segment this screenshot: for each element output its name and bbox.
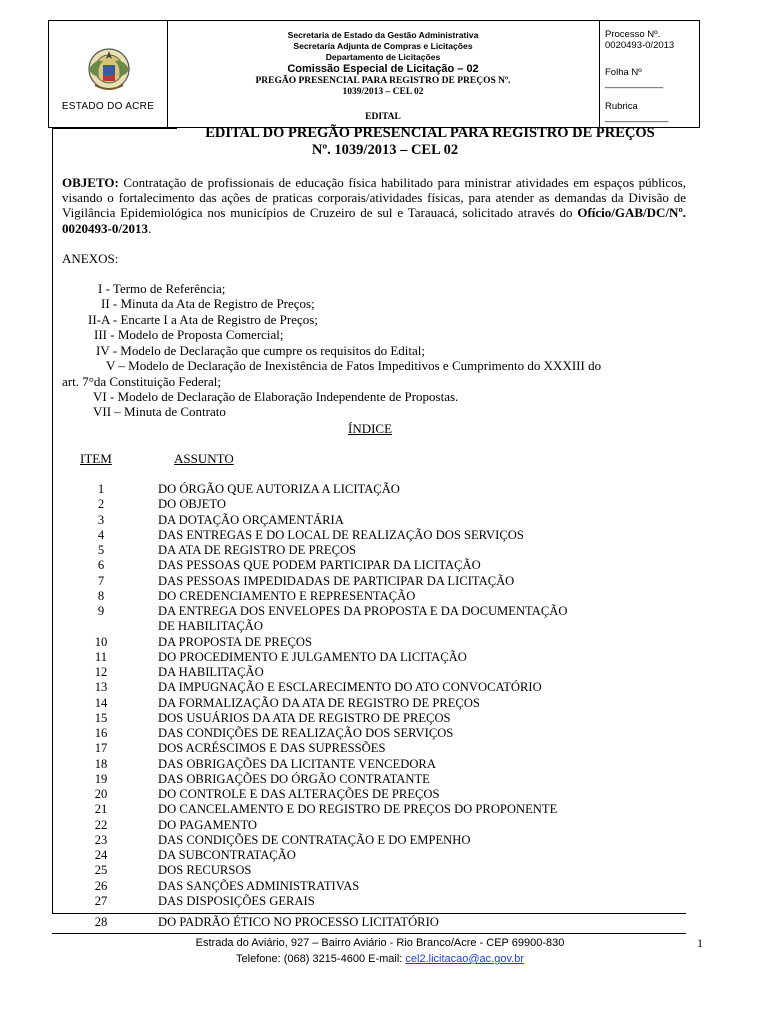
objeto-paragraph — [62, 175, 686, 236]
indice-row-subject: DAS PESSOAS QUE PODEM PARTICIPAR DA LICITAÇÃO — [158, 558, 481, 573]
indice-row-subject: DAS SANÇÕES ADMINISTRATIVAS — [158, 878, 360, 893]
title-line-2: Nº. 1039/2013 – CEL 02 — [311, 142, 459, 158]
anexo-item-vii: VII – Minuta de Contrato — [93, 404, 226, 419]
indice-row-subject: DA SUBCONTRATAÇÃO — [158, 848, 296, 862]
indice-row-subject: DA FORMALIZAÇÃO DA ATA DE REGISTRO DE PREÇOS — [158, 695, 480, 710]
indice-row-subject: DAS CONDIÇÕES DE REALIZAÇÃO DOS SERVIÇOS — [158, 726, 454, 740]
header-line-comissao: Comissão Especial de Licitação – 02 — [287, 63, 479, 75]
footer-email-link[interactable]: cel2.licitacao@ac.gov.br — [405, 953, 524, 965]
state-name: ESTADO DO ACRE — [61, 101, 155, 112]
indice-row-subject: DOS ACRÉSCIMOS E DAS SUPRESSÕES — [158, 741, 386, 756]
processo-number: Processo Nº. 0020493-0/2013 — [605, 29, 675, 51]
header-line-departamento: Departamento de Licitações — [325, 52, 441, 62]
indice-row-number: 11 — [94, 649, 108, 664]
indice-title: ÍNDICE — [348, 421, 393, 436]
footer-contact — [20, 953, 740, 965]
indice-row-number: 22 — [94, 817, 108, 832]
indice-row-number: 27 — [94, 893, 108, 908]
anexos-label: ANEXOS: — [62, 251, 119, 266]
folha-field: Folha Nº ___________ — [605, 67, 664, 89]
indice-row-number: 9 — [97, 604, 105, 618]
indice-row-subject: DA IMPUGNAÇÃO E ESCLARECIMENTO DO ATO CONVOCATÓRIO — [158, 680, 542, 695]
indice-row-number: 23 — [94, 832, 108, 847]
indice-row-subject: DO ÓRGÃO QUE AUTORIZA A LICITAÇÃO — [158, 482, 400, 496]
indice-row-subject: DO PADRÃO ÉTICO NO PROCESSO LICITATÓRIO — [158, 915, 439, 929]
anexo-item-iv: IV - Modelo de Declaração que cumpre os requisitos do Edital; — [96, 343, 425, 358]
indice-row-subject: DAS ENTREGAS E DO LOCAL DE REALIZAÇÃO DOS SERVIÇOS — [158, 527, 524, 542]
header-logo-cell — [49, 21, 168, 127]
header-line-secretaria-adjunta: Secretaria Adjunta de Compras e Licitações — [293, 41, 473, 51]
indice-row-subject: DO CONTROLE E DAS ALTERAÇÕES DE PREÇOS — [158, 787, 440, 801]
indice-row-subject: DO CANCELAMENTO E DO REGISTRO DE PREÇOS DO PROPONENTE — [158, 802, 558, 817]
header-right-cell — [599, 21, 699, 127]
indice-row-number: 28 — [94, 915, 108, 929]
indice-row-subject: DAS PESSOAS IMPEDIDADAS DE PARTICIPAR DA LICITAÇÃO — [158, 573, 515, 588]
indice-row-number: 13 — [94, 680, 108, 695]
header-line-numero: 1039/2013 – CEL 02 — [342, 87, 424, 97]
anexo-item-vi: VI - Modelo de Declaração de Elaboração Independente de Propostas. — [93, 389, 459, 404]
indice-row-subject: DA PROPOSTA DE PREÇOS — [158, 634, 313, 649]
indice-row-number: 19 — [94, 771, 108, 786]
indice-row-number: 21 — [94, 802, 108, 817]
indice-row-number: 5 — [97, 543, 105, 557]
objeto-label: OBJETO: — [62, 175, 119, 190]
indice-row-subject: DA ATA DE REGISTRO DE PREÇOS — [158, 543, 357, 557]
indice-row-number: 1 — [97, 482, 105, 496]
anexo-item-v: V – Modelo de Declaração de Inexistência de Fatos Impeditivos e Cumprimento do XXXIII do — [106, 358, 602, 373]
anexo-item-i: I - Termo de Referência; — [98, 281, 226, 296]
indice-row-subject: DAS DISPOSIÇÕES GERAIS — [158, 893, 315, 908]
anexo-item-ii-a: II-A - Encarte I a Ata de Registro de Preços; — [88, 312, 318, 327]
indice-row-number: 10 — [94, 634, 108, 649]
anexo-item-iii: III - Modelo de Proposta Comercial; — [94, 327, 284, 342]
indice-row-number: 15 — [94, 710, 108, 725]
document-header — [48, 20, 700, 128]
col-header-assunto: ASSUNTO — [174, 451, 234, 466]
indice-row-subject: DA HABILITAÇÃO — [158, 665, 264, 679]
footer-address: Estrada do Aviário, 927 – Bairro Aviário - Rio Branco/Acre - CEP 69900-830 — [195, 937, 565, 949]
header-center-cell — [167, 21, 600, 127]
objeto-ref: Ofício/GAB/DC/Nº. 0020493-0/2013 — [62, 205, 686, 236]
objeto-text: Contratação de profissionais de educação física habilitado para ministrar atividades em espaços públicos, visando o fortalecimento das ações de praticas corporais/atividades físicas, para atender as demandas da Divisão de Vigilância Epidemiológica nos municípios de Cruzeiro de sul e Tarauacá, solicitado através do — [62, 175, 686, 221]
indice-row-number: 14 — [94, 695, 108, 710]
title-line-1: EDITAL DO PREGÃO PRESENCIAL PARA REGISTRO DE PREÇOS — [205, 125, 655, 141]
indice-row-number: 12 — [94, 665, 108, 679]
anexo-item-ii: II - Minuta da Ata de Registro de Preços; — [101, 296, 315, 311]
indice-row-number: 16 — [94, 726, 108, 740]
indice-row-number: 20 — [94, 787, 108, 801]
objeto-end: . — [147, 220, 152, 236]
indice-row-subject: DAS OBRIGAÇÕES DA LICITANTE VENCEDORA — [158, 756, 436, 771]
indice-row-number: 24 — [94, 848, 108, 862]
header-line-pregao: PREGÃO PRESENCIAL PARA REGISTRO DE PREÇOS Nº. — [255, 76, 511, 86]
rubrica-field: Rubrica ____________ — [605, 101, 669, 123]
indice-row-subject: DO PAGAMENTO — [158, 817, 258, 832]
indice-row-number: 3 — [97, 512, 105, 527]
indice-row-number: 18 — [94, 756, 108, 771]
indice-row-subject: DOS RECURSOS — [158, 863, 252, 878]
page-number: 1 — [697, 936, 703, 950]
indice-row-subject: DA ENTREGA DOS ENVELOPES DA PROPOSTA E DA DOCUMENTAÇÃO — [158, 604, 568, 618]
document-title — [60, 125, 770, 141]
coat-of-arms-icon — [81, 41, 137, 97]
indice-row-subject: DO OBJETO — [158, 497, 226, 512]
row-28-box — [52, 913, 686, 934]
header-line-secretaria: Secretaria de Estado da Gestão Administrativa — [287, 30, 479, 40]
anexo-item-v-cont: art. 7°da Constituição Federal; — [62, 374, 221, 389]
indice-row-number: 17 — [94, 741, 108, 756]
footer-phone: Telefone: (068) 3215-4600 E-mail: — [236, 953, 406, 965]
indice-row-number: 4 — [97, 527, 105, 542]
indice-row-number: 6 — [97, 558, 105, 573]
indice-row-subject: DOS USUÁRIOS DA ATA DE REGISTRO DE PREÇOS — [158, 710, 451, 725]
indice-row-number: 7 — [97, 573, 105, 588]
indice-row-number: 25 — [94, 863, 108, 878]
indice-row-subject: DAS OBRIGAÇÕES DO ÓRGÃO CONTRATANTE — [158, 771, 430, 786]
page-frame-left — [52, 128, 53, 914]
header-line-edital: EDITAL — [365, 112, 401, 122]
indice-row-subject: DO PROCEDIMENTO E JULGAMENTO DA LICITAÇÃO — [158, 649, 467, 664]
indice-row-subject: DO CREDENCIAMENTO E REPRESENTAÇÃO — [158, 588, 416, 603]
indice-row-subject: DA DOTAÇÃO ORÇAMENTÁRIA — [158, 512, 344, 527]
indice-row-number: 2 — [97, 497, 105, 512]
indice-row-number: 8 — [97, 588, 105, 603]
col-header-item: ITEM — [80, 451, 112, 466]
indice-row-subject: DE HABILITAÇÃO — [158, 619, 263, 634]
indice-row-number: 26 — [94, 878, 108, 893]
indice-row-subject: DAS CONDIÇÕES DE CONTRATAÇÃO E DO EMPENHO — [158, 832, 471, 847]
